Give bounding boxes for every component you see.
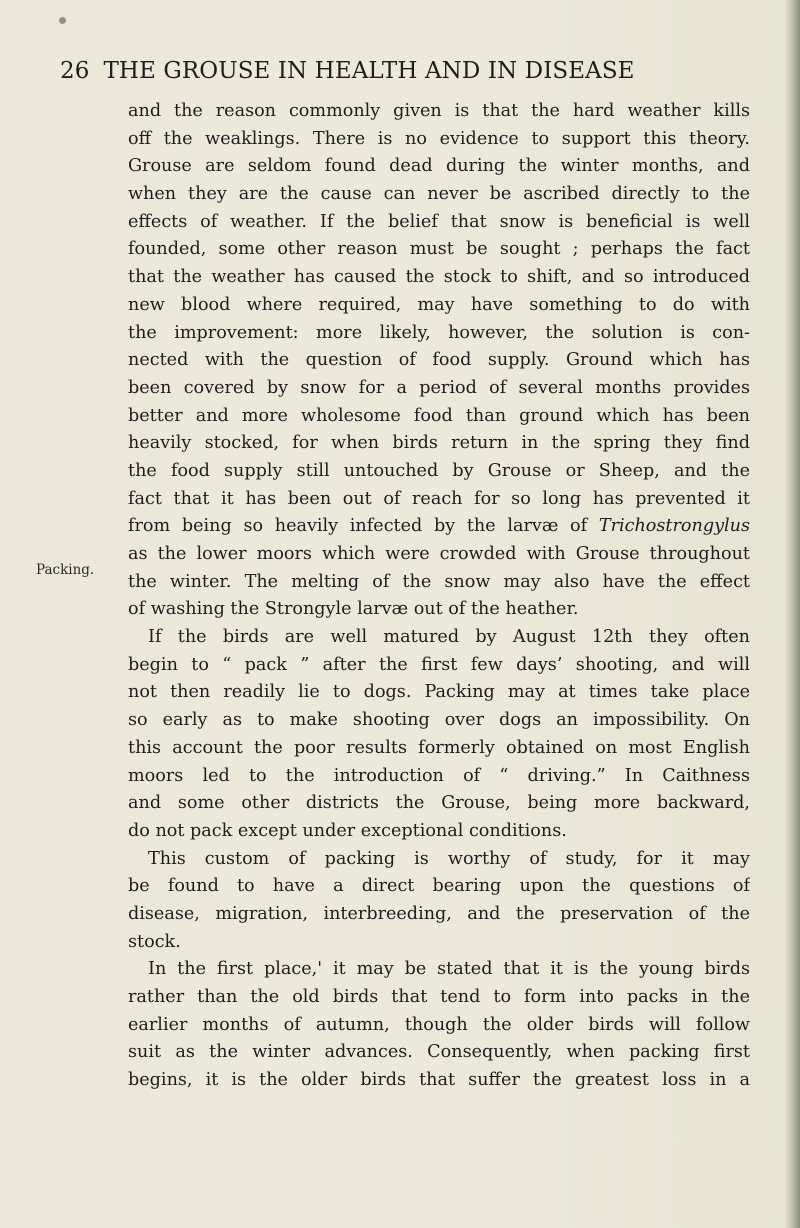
text-line-start: from being so heavily infected by the larvæ of <box>128 516 588 537</box>
body-text <box>128 98 750 1095</box>
running-header <box>60 58 740 84</box>
text-line: of washing the Strongyle larvæ out of the heather. <box>128 599 579 620</box>
text-line: begins, it is the older birds that suffer the greatest loss in a <box>128 1070 750 1091</box>
text-line: moors led to the introduction of “ driving.” In Caithness <box>128 765 750 786</box>
text-line: In the first place,' it may be stated that it is the young birds <box>148 959 750 980</box>
text-line: that the weather has caused the stock to shift, and so introduced <box>128 267 750 288</box>
text-line: disease, migration, interbreeding, and the preservation of the <box>128 903 750 924</box>
text-line: this account the poor results formerly obtained on most English <box>128 737 750 758</box>
text-line: This custom of packing is worthy of study, for it may <box>148 848 750 869</box>
text-line: and some other districts the Grouse, being more backward, <box>128 793 750 814</box>
text-line <box>128 513 750 541</box>
margin-note-packing: Packing. <box>36 562 95 578</box>
text-line: nected with the question of food supply. Ground which has <box>128 350 750 371</box>
page-edge-shadow <box>784 0 800 1228</box>
text-line: been covered by snow for a period of several months provides <box>128 377 750 398</box>
running-title: THE GROUSE IN HEALTH AND IN DISEASE <box>103 58 635 84</box>
text-line: be found to have a direct bearing upon the questions of <box>128 876 750 897</box>
text-line: the food supply still untouched by Grouse or Sheep, and the <box>128 460 750 481</box>
text-line: as the lower moors which were crowded with Grouse throughout <box>128 544 750 564</box>
text-line: suit as the winter advances. Consequently, when packing first <box>128 1042 750 1063</box>
text-line: If the birds are well matured by August 12th they often <box>148 627 750 648</box>
text-line: new blood where required, may have something to do with <box>128 294 750 315</box>
text-line: founded, some other reason must be sought ; perhaps the fact <box>128 239 750 260</box>
text-line: effects of weather. If the belief that snow is beneficial is well <box>128 211 750 232</box>
text-line: heavily stocked, for when birds return in the spring they find <box>128 433 750 454</box>
text-line: and the reason commonly given is that the hard weather kills <box>128 101 750 121</box>
text-line: stock. <box>128 931 181 952</box>
text-line: better and more wholesome food than ground which has been <box>128 405 750 426</box>
text-line: not then readily lie to dogs. Packing may at times take place <box>128 682 750 703</box>
text-line: the winter. The melting of the snow may also have the effect <box>128 571 750 592</box>
text-line: rather than the old birds that tend to form into packs in the <box>128 987 750 1007</box>
text-line: when they are the cause can never be ascribed directly to the <box>128 184 750 205</box>
page-number: 26 <box>60 58 90 84</box>
text-line: fact that it has been out of reach for so long has prevented it <box>128 488 750 509</box>
text-line: earlier months of autumn, though the older birds will follow <box>128 1014 750 1035</box>
text-line: off the weaklings. There is no evidence to support this theory. <box>128 128 750 149</box>
text-line: begin to “ pack ” after the first few days’ shooting, and will <box>128 654 750 675</box>
ink-dot <box>59 17 66 24</box>
text-line: so early as to make shooting over dogs an impossibility. On <box>128 710 750 731</box>
text-line: do not pack except under exceptional conditions. <box>128 820 567 841</box>
text-line: Grouse are seldom found dead during the winter months, and <box>128 156 750 177</box>
italic-term: Trichostrongylus <box>598 516 750 537</box>
text-line: the improvement: more likely, however, the solution is con- <box>128 322 750 343</box>
